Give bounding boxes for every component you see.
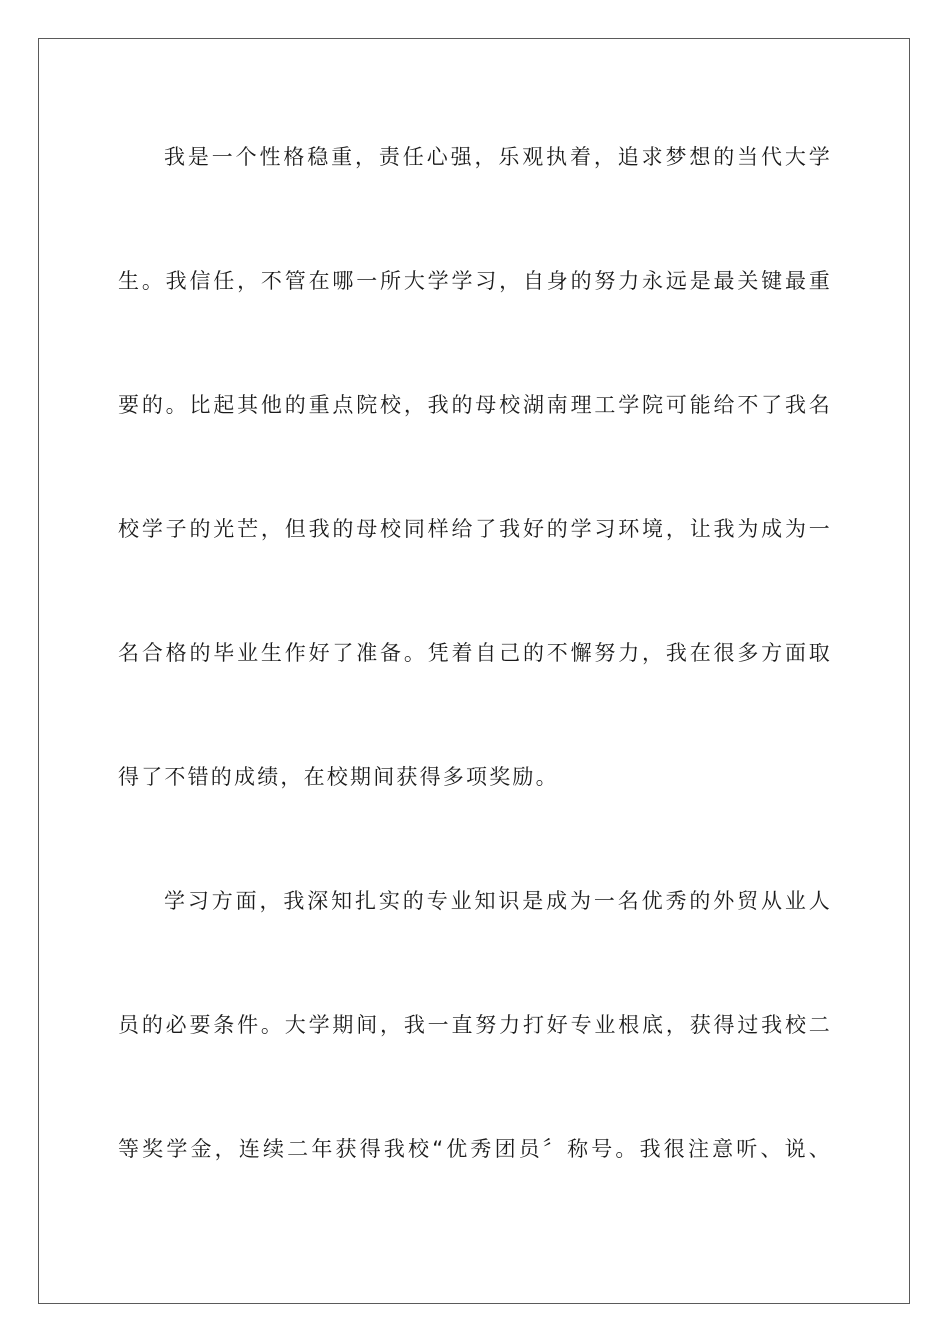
paragraph-1-line-1: 我是一个性格稳重，责任心强，乐观执着，追求梦想的当代大学 [164,145,832,169]
paragraph-1-line-6: 得了不错的成绩，在校期间获得多项奖励。 [118,765,559,789]
document-body [118,126,832,1242]
paragraph-2-line-3: 等奖学金，连续二年获得我校“优秀团员〞称号。我很注意听、说、 [118,1137,832,1161]
paragraph-2-line-2: 员的必要条件。大学期间，我一直努力打好专业根底，获得过我校二 [118,1013,832,1037]
paragraph-1-line-5: 名合格的毕业生作好了准备。凭着自己的不懈努力，我在很多方面取 [118,641,832,665]
paragraph-1-line-2: 生。我信任，不管在哪一所大学学习，自身的努力永远是最关键最重 [118,269,832,293]
paragraph-1-line-3: 要的。比起其他的重点院校，我的母校湖南理工学院可能给不了我名 [118,393,832,417]
paragraph-1-line-4: 校学子的光芒，但我的母校同样给了我好的学习环境，让我为成为一 [118,517,832,541]
paragraph-2-line-1: 学习方面，我深知扎实的专业知识是成为一名优秀的外贸从业人 [164,889,832,913]
